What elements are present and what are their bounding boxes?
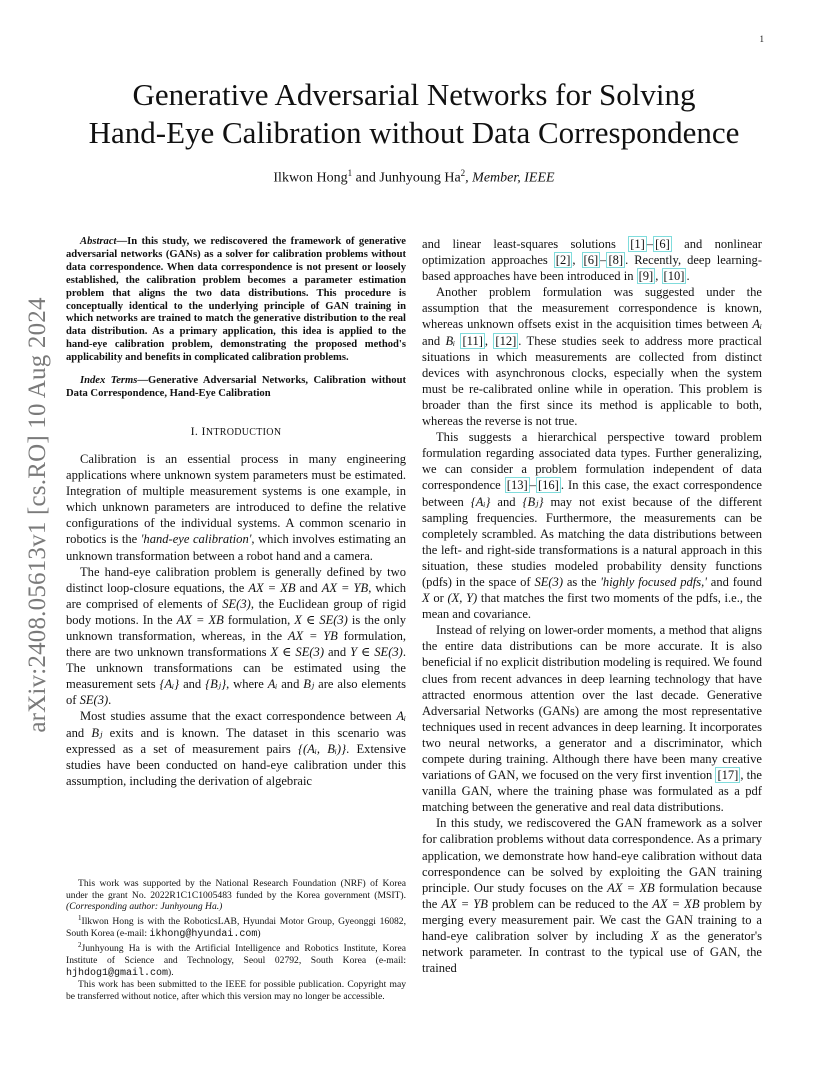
equation: AX = XB [176, 612, 224, 627]
index-terms [66, 375, 406, 401]
text: and [422, 333, 446, 348]
text: . These studies seek to address more practical situations in which measurements are collected from distinct devices with asynchronous clocks, especially when the system must be re-calibrated online while in operation. This problem is broader than the first since its method is applicable to both, whereas the reverse is not true. [422, 333, 763, 429]
text: is the only unknown transformation, whereas, in the [66, 612, 406, 643]
text: , which are comprised of elements of [66, 580, 407, 611]
text: Junhyoung Ha is with the Artificial Intelligence and Robotics Institute, Korea Institute of Science and Technology, Seoul 02792, South Korea (e-mail: [66, 943, 406, 966]
text: Ilkwon Hong is with the RoboticsLAB, Hyundai Motor Group, Gyeonggi 16082, South Korea (e-mail: [66, 915, 406, 939]
text: and [277, 677, 304, 692]
right-paragraph-4 [422, 622, 762, 815]
text: , [572, 253, 582, 268]
right-paragraph-5 [422, 815, 762, 976]
text: exits and is known. The dataset in this scenario was expressed as a set of measurement pairs [66, 725, 406, 756]
text: formulation, [223, 612, 295, 627]
text: and [490, 494, 523, 509]
footnote-marker: 1 [78, 913, 82, 922]
section-heading-introduction [66, 423, 406, 441]
equation: AX = XB [248, 580, 296, 595]
text: as the generator's network parameter. In contrast to the typical use of GAN, the trained [422, 929, 762, 976]
intro-paragraph-3 [66, 708, 406, 788]
text: and found [706, 574, 762, 589]
footnote-author-2 [66, 940, 406, 979]
text: , the vanilla GAN, where the training phase was formulated as a pdf matching between the generative and real data distributions. [422, 768, 762, 815]
emphasis: 'hand-eye calibration' [140, 532, 252, 547]
text: and [324, 645, 351, 660]
citation-link[interactable]: [8] [608, 253, 624, 268]
text: , [484, 333, 494, 348]
text: This suggests a hierarchical perspective toward problem formulation regarding associated data types. Further generalizing, we can consider a problem formulation independent of data correspondence [422, 430, 762, 493]
text: . In this case, the exact correspondence between [422, 478, 762, 509]
title-line-2: Hand-Eye Calibration without Data Correspondence [88, 115, 740, 150]
member-designation: , Member, IEEE [465, 170, 555, 186]
emphasis: (Corresponding author: Junhyoung Ha.) [66, 901, 223, 913]
equation: (X, Y) [447, 591, 478, 606]
footnote-copyright: This work has been submitted to the IEEE for possible publication. Copyright may be transferred without notice, after which this version may no longer be accessible. [66, 979, 406, 1002]
text: formulation because the [422, 880, 762, 911]
intro-paragraph-2 [66, 564, 406, 709]
text: problem can be reduced to the [487, 896, 653, 911]
equation: Y ∈ SE(3) [350, 645, 403, 660]
arxiv-identifier [18, 280, 58, 750]
author-2-affiliation: 2 [460, 168, 466, 178]
title-line-1: Generative Adversarial Networks for Solving [132, 77, 696, 112]
index-terms-label: Index Terms [80, 375, 138, 387]
footnote-marker: 2 [78, 941, 82, 950]
text: , [655, 269, 662, 284]
abstract-label: Abstract [80, 236, 117, 247]
citation-link[interactable]: [10] [663, 269, 685, 284]
equation: Bⱼ [91, 725, 103, 740]
text: – [646, 237, 654, 251]
text: . Recently, deep learning-based approaches have been introduced in [422, 253, 763, 284]
arxiv-identifier-text: arXiv:2408.05613v1 [cs.RO] 10 Aug 2024 [24, 297, 51, 733]
equation: X [422, 591, 430, 606]
equation: Aᵢ [396, 709, 406, 724]
citation-link[interactable]: [11] [462, 333, 483, 348]
equation: AX = YB [321, 580, 369, 595]
equation: AX = YB [287, 629, 338, 643]
text: , which involves estimating an unknown transformation between a robot hand and a camera. [66, 532, 406, 563]
equation: X ∈ SE(3) [270, 645, 324, 660]
text: In this study, we rediscovered the GAN framework as a solver for calibration problems without data correspondence. As a primary application, we demonstrate how hand-eye calibration without data correspondence can be solved by exploiting the GAN training principle. Our study focuses on the [422, 816, 762, 895]
citation-link[interactable]: [6] [583, 253, 599, 268]
text: problem by merging every measurement pair. We cast the GAN training to a hand-eye calibration solver by including [422, 896, 762, 944]
index-terms-text: —Generative Adversarial Networks, Calibration without Data Correspondence, Hand-Eye Calibration [66, 375, 406, 399]
equation: SE(3) [222, 596, 251, 611]
text: – [600, 253, 607, 268]
text: and linear least-squares solutions [422, 237, 629, 251]
text: . The unknown transformations can be estimated using the measurement sets [66, 645, 406, 692]
emphasis: 'highly focused pdfs,' [600, 574, 707, 589]
equation: Bⱼ [303, 677, 315, 692]
equation: SE(3) [79, 693, 109, 708]
text: ) [257, 927, 261, 939]
equation: {Bⱼ} [522, 494, 544, 509]
text: Calibration is an essential process in many engineering applications where unknown system parameters must be estimated. Integration of multiple measurement systems is one example, in which unknown parameters are introduced to define the relative configurations of the individual systems. A common scenario in robotics is the [66, 451, 406, 547]
text: Instead of relying on lower-order moments, a method that aligns the entire data distributions can be more accurate. It is also beneficial if no explicit distribution modeling is required. We found clues from recent advances in deep learning technology that have attracted enormous attention over the last decade. Generative Adversarial Networks (GANs) are among the most representative techniques used in recent advances in deep learning. It incorporates two neural networks, a generator and a discriminator, which compete during training. Although there have been many creative variations of GAN, we focused on the very first invention [422, 623, 762, 783]
citation-link[interactable]: [6] [655, 237, 670, 251]
right-paragraph-1 [422, 236, 762, 284]
equation: AX = XB [607, 880, 655, 895]
left-column [66, 236, 406, 789]
citation-link[interactable]: [17] [717, 768, 739, 783]
text: , where [226, 677, 268, 692]
equation: {Aᵢ} [159, 677, 180, 692]
page-number: 1 [759, 34, 764, 44]
text: , the Euclidean group of rigid body motions. In the [66, 596, 407, 627]
text: – [529, 478, 536, 493]
right-column [422, 236, 762, 976]
citation-link[interactable]: [12] [495, 333, 517, 348]
text: and [66, 725, 92, 740]
text: Another problem formulation was suggested under the assumption that the measurement correspondence is known, whereas unknown offsets exist in the acquisition times between [422, 285, 762, 332]
text: and [295, 580, 322, 595]
footnotes [66, 878, 406, 1002]
equation: AX = YB [441, 896, 488, 911]
right-paragraph-2 [422, 284, 762, 429]
equation: AX = XB [652, 896, 700, 911]
abstract [66, 236, 406, 365]
equation: Aᵢ [267, 677, 278, 692]
equation: Aᵢ [752, 317, 762, 332]
email-address: ikhong@hyundai.com [149, 928, 258, 940]
equation: SE(3) [534, 574, 564, 589]
equation: Bᵢ [445, 333, 456, 348]
footnote-funding [66, 878, 406, 913]
citation-link[interactable]: [2] [555, 253, 571, 268]
equation: {(Aᵢ, Bᵢ)} [298, 741, 347, 756]
email-address: hjhdog1@gmail.com [66, 967, 169, 979]
citation-link[interactable]: [16] [537, 478, 559, 493]
citation-link[interactable]: [9] [638, 269, 654, 284]
section-title-rest: NTRODUCTION [205, 426, 282, 438]
text: or [429, 591, 448, 606]
footnote-author-1 [66, 913, 406, 940]
abstract-text: —In this study, we rediscovered the framework of generative adversarial networks (GANs) as a solver for calibration problems without data correspondence. When data correspondence is not present or loosely established, the calibration problem becomes a parameter estimation problem that aligns the two data distributions. This procedure is conceptually identical to the underlying principle of GAN training in which networks are trained to match the generative distribution to the real data distribution. As a primary application, this idea is applied to the hand-eye calibration problem, demonstrating the proposed method's applicability and benefits in complicated calibration problems. [66, 236, 406, 364]
section-number: I. [190, 423, 202, 438]
author-conjunction: and [352, 170, 380, 186]
text: . [686, 269, 690, 284]
text: are also elements of [66, 677, 407, 708]
text: This work was supported by the National Research Foundation (NRF) of Korea under the grant No. 2022R1C1C1005483 funded by the Korea government (MSIT). [66, 878, 406, 901]
text: ). [168, 966, 174, 978]
citation-link[interactable]: [1] [630, 237, 645, 251]
author-1: Ilkwon Hong [273, 170, 348, 186]
citation-link[interactable]: [13] [506, 478, 528, 493]
text: may not exist because of the different sampling frequencies. Furthermore, the measurements can be completely scrambled. As matching the data distributions between the left- and right-side transformations is a natural approach in this situation, these studies modeled probability density functions (pdfs) in the space of [422, 494, 763, 589]
text: Most studies assume that the exact correspondence between [80, 709, 397, 724]
equation: {Aᵢ} [470, 494, 491, 509]
text: . [108, 693, 112, 708]
text: . Extensive studies have been conducted on hand-eye calibration under this assumption, including the derivation of algebraic [66, 741, 406, 788]
paper-title [60, 76, 768, 152]
text: that matches the first two moments of the pdfs, i.e., the mean and covariance. [422, 591, 763, 622]
author-1-affiliation: 1 [347, 168, 353, 178]
equation: X ∈ SE(3) [294, 612, 348, 627]
text: and [179, 677, 206, 692]
text: as the [563, 574, 601, 589]
text: formulation, there are two unknown transformations [66, 629, 406, 660]
equation: X [650, 929, 659, 944]
text: and nonlinear optimization approaches [422, 237, 762, 268]
right-paragraph-3 [422, 429, 762, 622]
equation: {Bⱼ} [205, 677, 227, 692]
text: The hand-eye calibration problem is generally defined by two distinct loop-closure equations, the [66, 564, 406, 595]
author-2: Junhyoung Ha [379, 170, 461, 186]
intro-paragraph-1 [66, 451, 406, 564]
author-line [60, 168, 768, 187]
section-title-initial: I [201, 423, 206, 438]
